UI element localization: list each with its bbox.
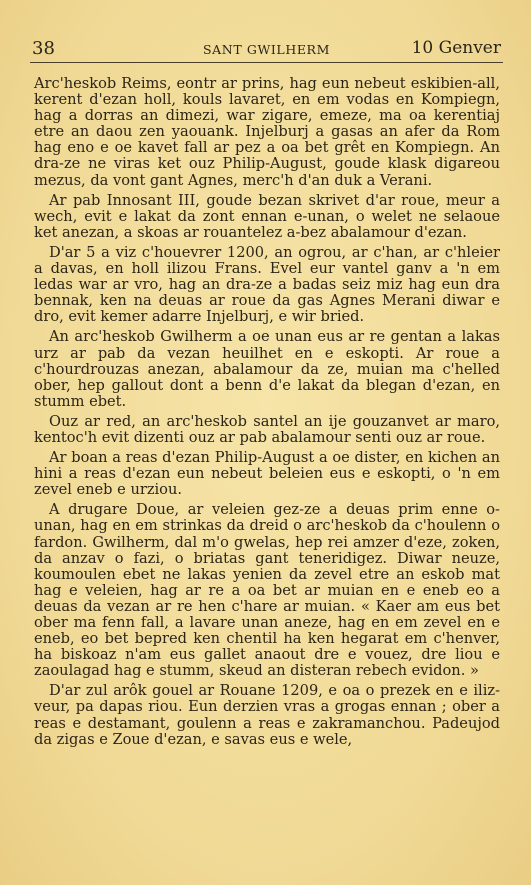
page-number: 38 xyxy=(32,38,55,59)
header-rule xyxy=(30,62,503,63)
running-title: SANT GWILHERM xyxy=(203,42,330,57)
paragraph: D'ar zul arôk gouel ar Rouane 1209, e oa o prezek en e iliz-veur, pa dapas riou. Eun derzien vras a grogas ennan ; ober a reas e destamant, goulenn a reas e zakramanchou. Padeujod da zigas e Zoue d'ezan, e savas eus e wele, xyxy=(34,682,500,748)
paragraph: Ar pab Innosant III, goude bezan skrivet d'ar roue, meur a wech, evit e lakat da zont ennan e-unan, o welet ne selaoue ket anezan, a skoas ar rouantelez a-bez abalamour d'ezan. xyxy=(34,191,500,241)
paragraph: D'ar 5 a viz c'houevrer 1200, an ogrou, ar c'han, ar c'hleier a davas, en holl ilizou Frans. Evel eur vantel ganv a 'n em ledas war ar vro, hag an dra-ze a badas seiz miz hag eun dra bennak, ken na deuas ar roue da gas Agnes Merani diwar e dro, evit kemer adarre Injelburj, e wir bried. xyxy=(34,243,500,326)
running-header xyxy=(32,38,501,60)
paragraph: Ouz ar red, an arc'heskob santel an ije gouzanvet ar maro, kentoc'h evit dizenti ouz ar pab abalamour senti ouz ar roue. xyxy=(34,412,500,446)
paragraph: Arc'heskob Reims, eontr ar prins, hag eun nebeut eskibien-all, kerent d'ezan holl, kouls lavaret, en em vodas en Kompiegn, hag a dorras an dimezi, war zigare, emeze, ma oa kerentiaj etre an daou zen yaouank. Injelburj a gasas an afer da Rom hag eno e oe kavet fall ar pez a oa bet grêt en Kompiegn. An dra-ze ne viras ket ouz Philip-August, goude klask digareou mezus, da vont gant Agnes, merc'h d'an duk a Verani. xyxy=(34,75,500,189)
header-date: 10 Genver xyxy=(411,38,501,58)
paragraph: An arc'heskob Gwilherm a oe unan eus ar re gentan a lakas urz ar pab da vezan heuilhet en e eskopti. Ar roue a c'hourdrouzas anezan, abalamour da ze, muian ma c'helled ober, hep gallout dont a benn d'e lakat da blegan d'ezan, en stumm ebet. xyxy=(34,328,500,410)
body-text xyxy=(34,76,500,752)
paragraph: A drugare Doue, ar veleien gez-ze a deuas prim enne o-unan, hag en em strinkas da dreid o arc'heskob da c'houlenn o fardon. Gwilherm, dal m'o gwelas, hep rei amzer d'eze, zoken, da anzav o fazi, o briatas gant teneridigez. Diwar neuze, koumoulen ebet ne lakas yenien da zevel etre an eskob mat hag e veleien, hag ar re a oa bet ar muian en e eneb eo a deuas da vezan ar re hen c'hare ar muian. « Kaer am eus bet ober ma fenn fall, a lavare unan aneze, hag en em zevel en e eneb, eo bet bepred ken chentil ha ken hegarat em c'henver, ha biskoaz n'am eus gallet anaout dre e vouez, dre liou e zaoulagad hag e stumm, skeud an disteran rebech evidon. » xyxy=(34,501,500,680)
paragraph: Ar boan a reas d'ezan Philip-August a oe dister, en kichen an hini a reas d'ezan eun nebeut beleien eus e eskopti, o 'n em zevel eneb e urziou. xyxy=(34,449,500,499)
